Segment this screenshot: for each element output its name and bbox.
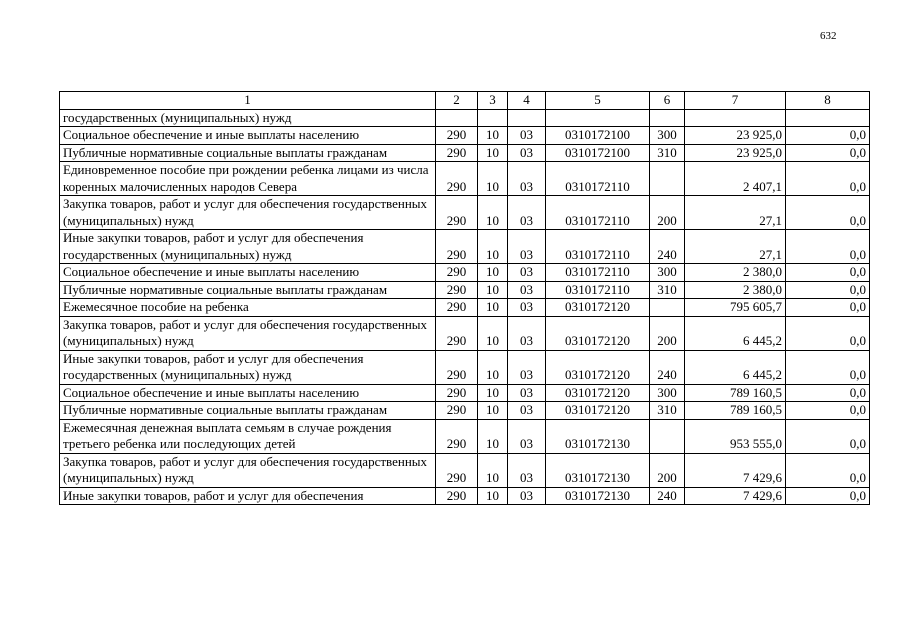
cell-name: Ежемесячное пособие на ребенка: [60, 299, 436, 317]
header-col-7: 7: [685, 92, 786, 110]
cell-col-2: 290: [436, 299, 478, 317]
cell-col-2: 290: [436, 402, 478, 420]
cell-col-4: 03: [508, 350, 546, 384]
header-col-1: 1: [60, 92, 436, 110]
cell-col-5: [546, 109, 650, 127]
cell-col-5: 0310172110: [546, 196, 650, 230]
cell-col-8: 0,0: [786, 487, 870, 505]
cell-col-4: 03: [508, 264, 546, 282]
cell-col-4: 03: [508, 487, 546, 505]
cell-col-8: 0,0: [786, 316, 870, 350]
cell-col-8: 0,0: [786, 350, 870, 384]
table-row: [60, 384, 870, 402]
cell-col-5: 0310172120: [546, 316, 650, 350]
cell-col-6: 240: [650, 350, 685, 384]
cell-col-4: 03: [508, 299, 546, 317]
cell-col-8: 0,0: [786, 196, 870, 230]
cell-name: Публичные нормативные социальные выплаты гражданам: [60, 281, 436, 299]
cell-col-6: [650, 299, 685, 317]
cell-name: Закупка товаров, работ и услуг для обеспечения государственных (муниципальных) нужд: [60, 316, 436, 350]
cell-col-2: 290: [436, 487, 478, 505]
cell-col-5: 0310172100: [546, 144, 650, 162]
cell-col-5: 0310172120: [546, 350, 650, 384]
table-row: [60, 281, 870, 299]
table-row: [60, 144, 870, 162]
cell-col-6: [650, 109, 685, 127]
cell-col-7: 23 925,0: [685, 144, 786, 162]
header-col-5: 5: [546, 92, 650, 110]
cell-col-8: [786, 109, 870, 127]
cell-col-5: 0310172120: [546, 402, 650, 420]
cell-col-6: 300: [650, 127, 685, 145]
header-col-2: 2: [436, 92, 478, 110]
cell-col-3: 10: [478, 230, 508, 264]
cell-col-8: 0,0: [786, 127, 870, 145]
header-row: [60, 92, 870, 110]
header-col-4: 4: [508, 92, 546, 110]
header-col-3: 3: [478, 92, 508, 110]
cell-col-7: 789 160,5: [685, 384, 786, 402]
cell-col-5: 0310172110: [546, 281, 650, 299]
cell-name: Социальное обеспечение и иные выплаты населению: [60, 384, 436, 402]
cell-col-3: 10: [478, 419, 508, 453]
cell-col-3: 10: [478, 299, 508, 317]
cell-col-3: 10: [478, 384, 508, 402]
cell-col-2: 290: [436, 144, 478, 162]
cell-col-8: 0,0: [786, 144, 870, 162]
cell-col-6: 310: [650, 402, 685, 420]
cell-col-3: 10: [478, 350, 508, 384]
cell-col-4: 03: [508, 281, 546, 299]
cell-col-2: [436, 109, 478, 127]
cell-col-4: [508, 109, 546, 127]
cell-col-2: 290: [436, 384, 478, 402]
cell-col-4: 03: [508, 402, 546, 420]
cell-col-6: 300: [650, 384, 685, 402]
page-number: 632: [820, 30, 837, 42]
cell-name: Иные закупки товаров, работ и услуг для обеспечения государственных (муниципальных) нужд: [60, 230, 436, 264]
cell-col-4: 03: [508, 127, 546, 145]
cell-name: Социальное обеспечение и иные выплаты населению: [60, 264, 436, 282]
table-row: [60, 162, 870, 196]
cell-name: Иные закупки товаров, работ и услуг для обеспечения: [60, 487, 436, 505]
cell-col-5: 0310172110: [546, 230, 650, 264]
cell-col-2: 290: [436, 419, 478, 453]
table-body: [60, 109, 870, 505]
cell-col-8: 0,0: [786, 419, 870, 453]
cell-col-7: 2 380,0: [685, 281, 786, 299]
cell-col-5: 0310172100: [546, 127, 650, 145]
table-row: [60, 350, 870, 384]
table-row: [60, 109, 870, 127]
cell-col-2: 290: [436, 264, 478, 282]
cell-col-6: 310: [650, 281, 685, 299]
cell-col-5: 0310172130: [546, 487, 650, 505]
table-row: [60, 264, 870, 282]
table-row: [60, 316, 870, 350]
cell-col-4: 03: [508, 196, 546, 230]
cell-col-7: 7 429,6: [685, 487, 786, 505]
cell-col-4: 03: [508, 384, 546, 402]
cell-col-8: 0,0: [786, 281, 870, 299]
table-row: [60, 419, 870, 453]
table-row: [60, 299, 870, 317]
cell-col-6: 240: [650, 487, 685, 505]
cell-col-4: 03: [508, 144, 546, 162]
cell-col-7: 789 160,5: [685, 402, 786, 420]
cell-col-4: 03: [508, 453, 546, 487]
cell-col-2: 290: [436, 350, 478, 384]
cell-col-5: 0310172120: [546, 299, 650, 317]
cell-col-7: 27,1: [685, 230, 786, 264]
cell-col-7: 2 407,1: [685, 162, 786, 196]
cell-col-2: 290: [436, 196, 478, 230]
cell-col-7: 953 555,0: [685, 419, 786, 453]
cell-col-3: 10: [478, 487, 508, 505]
table-row: [60, 453, 870, 487]
cell-col-2: 290: [436, 453, 478, 487]
cell-col-3: 10: [478, 162, 508, 196]
table-row: [60, 487, 870, 505]
cell-col-6: 200: [650, 453, 685, 487]
cell-col-5: 0310172120: [546, 384, 650, 402]
cell-col-3: 10: [478, 453, 508, 487]
header-col-6: 6: [650, 92, 685, 110]
cell-col-2: 290: [436, 162, 478, 196]
budget-table: [59, 91, 870, 505]
cell-col-7: 6 445,2: [685, 316, 786, 350]
cell-col-2: 290: [436, 281, 478, 299]
cell-col-3: 10: [478, 402, 508, 420]
cell-col-6: 200: [650, 316, 685, 350]
cell-name: государственных (муниципальных) нужд: [60, 109, 436, 127]
cell-col-7: 6 445,2: [685, 350, 786, 384]
cell-col-8: 0,0: [786, 453, 870, 487]
cell-col-5: 0310172130: [546, 419, 650, 453]
cell-col-4: 03: [508, 230, 546, 264]
table-row: [60, 127, 870, 145]
table-row: [60, 196, 870, 230]
cell-col-5: 0310172110: [546, 264, 650, 282]
cell-col-6: [650, 162, 685, 196]
cell-col-8: 0,0: [786, 162, 870, 196]
cell-col-8: 0,0: [786, 384, 870, 402]
cell-col-3: [478, 109, 508, 127]
cell-col-4: 03: [508, 419, 546, 453]
cell-col-3: 10: [478, 127, 508, 145]
cell-name: Публичные нормативные социальные выплаты гражданам: [60, 144, 436, 162]
cell-col-6: 300: [650, 264, 685, 282]
cell-col-6: 310: [650, 144, 685, 162]
cell-col-7: 795 605,7: [685, 299, 786, 317]
table-row: [60, 402, 870, 420]
cell-col-3: 10: [478, 316, 508, 350]
cell-col-3: 10: [478, 281, 508, 299]
cell-name: Ежемесячная денежная выплата семьям в случае рождения третьего ребенка или последующих детей: [60, 419, 436, 453]
cell-col-6: [650, 419, 685, 453]
cell-col-6: 200: [650, 196, 685, 230]
cell-name: Закупка товаров, работ и услуг для обеспечения государственных (муниципальных) нужд: [60, 196, 436, 230]
cell-col-3: 10: [478, 264, 508, 282]
cell-col-5: 0310172110: [546, 162, 650, 196]
cell-col-4: 03: [508, 162, 546, 196]
cell-col-8: 0,0: [786, 402, 870, 420]
cell-col-3: 10: [478, 196, 508, 230]
table-row: [60, 230, 870, 264]
cell-col-7: [685, 109, 786, 127]
cell-col-3: 10: [478, 144, 508, 162]
cell-name: Единовременное пособие при рождении ребенка лицами из числа коренных малочисленных народов Севера: [60, 162, 436, 196]
cell-col-8: 0,0: [786, 230, 870, 264]
cell-col-2: 290: [436, 316, 478, 350]
cell-col-5: 0310172130: [546, 453, 650, 487]
cell-col-6: 240: [650, 230, 685, 264]
cell-col-7: 7 429,6: [685, 453, 786, 487]
cell-col-8: 0,0: [786, 264, 870, 282]
cell-col-2: 290: [436, 127, 478, 145]
cell-col-4: 03: [508, 316, 546, 350]
cell-col-7: 23 925,0: [685, 127, 786, 145]
cell-col-7: 27,1: [685, 196, 786, 230]
cell-name: Публичные нормативные социальные выплаты гражданам: [60, 402, 436, 420]
cell-col-7: 2 380,0: [685, 264, 786, 282]
cell-name: Закупка товаров, работ и услуг для обеспечения государственных (муниципальных) нужд: [60, 453, 436, 487]
header-col-8: 8: [786, 92, 870, 110]
cell-col-8: 0,0: [786, 299, 870, 317]
cell-col-2: 290: [436, 230, 478, 264]
cell-name: Социальное обеспечение и иные выплаты населению: [60, 127, 436, 145]
cell-name: Иные закупки товаров, работ и услуг для обеспечения государственных (муниципальных) нужд: [60, 350, 436, 384]
